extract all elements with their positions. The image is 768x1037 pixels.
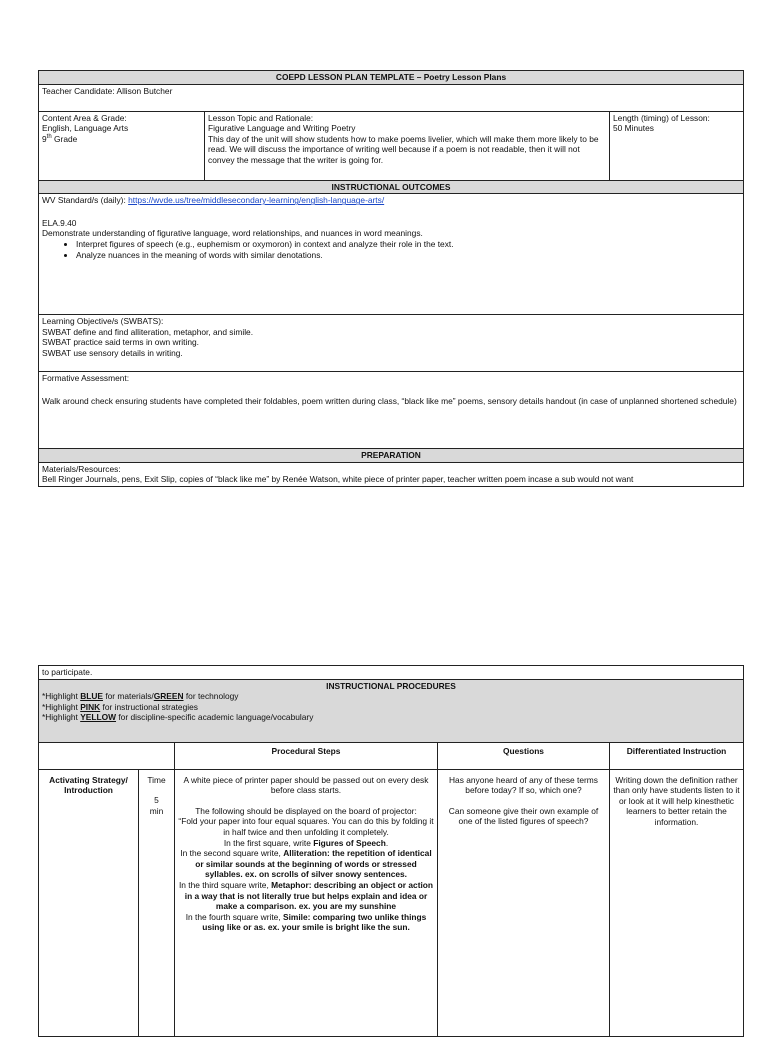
question-item: Can someone give their own example of one of the listed figures of speech? [448, 805, 599, 827]
step-text: In the first square, write Figures of Speech. [223, 837, 389, 848]
lesson-plan-page-1 [38, 70, 744, 487]
step-text: A white piece of printer paper should be passed out on every desk before class starts. [183, 774, 429, 796]
materials-label: Materials/Resources: [42, 463, 121, 474]
objectives-label: Learning Objective/s (SWBATS): [42, 316, 164, 327]
objective-item: SWBAT use sensory details in writing. [42, 347, 183, 358]
teacher-candidate: Teacher Candidate: Allison Butcher [39, 84, 744, 111]
procedural-steps-header: Procedural Steps [175, 742, 438, 769]
step-text: In the third square write, Metaphor: describing an object or action in a way that is not literally true but helps explain and idea or make a comparison. ex. you are my sunshine [178, 879, 434, 912]
questions-cell [438, 769, 610, 1036]
standard-text: Demonstrate understanding of figurative language, word relationships, and nuances in word meanings. [42, 228, 423, 239]
formative-assessment-cell [39, 372, 744, 449]
lesson-plan-title: COEPD LESSON PLAN TEMPLATE – Poetry Lesson Plans [39, 71, 744, 85]
time-value: 5 [154, 795, 159, 806]
header-blank [39, 742, 175, 769]
highlight-key-line: *Highlight BLUE for materials/GREEN for technology [42, 691, 239, 702]
standard-bullet: • Analyze nuances in the meaning of words with similar denotations. [76, 250, 740, 261]
question-item: Has anyone heard of any of these terms before today? If so, which one? [449, 774, 598, 796]
wv-standard-link[interactable]: https://wvde.us/tree/middlesecondary-learning/english-language-arts/ [128, 195, 385, 206]
standards-cell [39, 194, 744, 315]
standard-bullet: • Interpret figures of speech (e.g., euphemism or oxymoron) in context and analyze their role in the text. [76, 239, 740, 250]
content-area-cell [39, 111, 205, 180]
time-unit: min [149, 805, 164, 816]
formative-label: Formative Assessment: [42, 373, 130, 384]
standard-code: ELA.9.40 [42, 217, 77, 228]
learning-objectives-cell [39, 315, 744, 372]
standard-bullets [42, 239, 740, 260]
differentiated-header: Differentiated Instruction [610, 742, 744, 769]
highlight-key-line: *Highlight YELLOW for discipline-specific academic language/vocabulary [42, 712, 314, 723]
preparation-header: PREPARATION [39, 449, 744, 463]
materials-text: Bell Ringer Journals, pens, Exit Slip, copies of “black like me” by Renée Watson, white piece of printer paper, teacher written poem incase a sub would not want [42, 474, 634, 485]
lesson-length-value: 50 Minutes [613, 123, 654, 134]
questions-header: Questions [438, 742, 610, 769]
content-area-label: Content Area & Grade: [42, 112, 127, 123]
activating-strategy-label: Activating Strategy/ Introduction [39, 769, 139, 1036]
objective-item: SWBAT practice said terms in own writing. [42, 337, 200, 348]
differentiated-cell: Writing down the definition rather than only have students listen to it or look at it will help kinesthetic learners to better retain the information. [610, 769, 744, 1036]
lesson-length-label: Length (timing) of Lesson: [613, 112, 710, 123]
time-cell [139, 769, 175, 1036]
procedural-steps-cell [175, 769, 438, 1036]
formative-text: Walk around check ensuring students have completed their foldables, poem written during class, “black like me” poems, sensory details handout (in case of unplanned shortened schedule) [42, 395, 737, 406]
lesson-plan-page-2 [38, 665, 744, 1037]
procedures-cell [39, 679, 744, 742]
content-area-subject: English, Language Arts [42, 123, 129, 134]
step-text: “Fold your paper into four equal squares. You can do this by folding it in half twice and then unfolding it completely. [178, 816, 434, 837]
objective-item: SWBAT define and find alliteration, metaphor, and simile. [42, 326, 254, 337]
lesson-length-cell [610, 111, 744, 180]
lesson-topic-cell [205, 111, 610, 180]
materials-continuation: to participate. [39, 666, 744, 680]
step-text: The following should be displayed on the board of projector: [195, 805, 417, 816]
lesson-topic: Figurative Language and Writing Poetry [208, 123, 356, 134]
highlight-key-line: *Highlight PINK for instructional strategies [42, 701, 198, 712]
time-label: Time [147, 774, 166, 785]
instructional-outcomes-header: INSTRUCTIONAL OUTCOMES [39, 180, 744, 194]
step-text: In the second square write, Alliteration: the repetition of identical or similar sounds at the beginning of words or stressed syllables. ex. on scrolls of silver snowy sentences. [180, 848, 432, 880]
wv-standard: WV Standard/s (daily): https://wvde.us/tree/middlesecondary-learning/english-language-arts/ [42, 195, 385, 206]
step-text: In the fourth square write, Simile: comparing two unlike things using like or as. ex. your smile is bright like the sun. [185, 911, 427, 933]
instructional-procedures-header: INSTRUCTIONAL PROCEDURES [326, 680, 456, 691]
lesson-topic-label: Lesson Topic and Rationale: [208, 112, 314, 123]
content-area-grade: 9th Grade [42, 133, 78, 144]
materials-cell [39, 462, 744, 486]
lesson-rationale: This day of the unit will show students how to make poems livelier, which will make them more likely to be read. We will discuss the importance of writing well because if a poem is not readable, then it will not convey the message that the writer is going for. [208, 133, 599, 165]
